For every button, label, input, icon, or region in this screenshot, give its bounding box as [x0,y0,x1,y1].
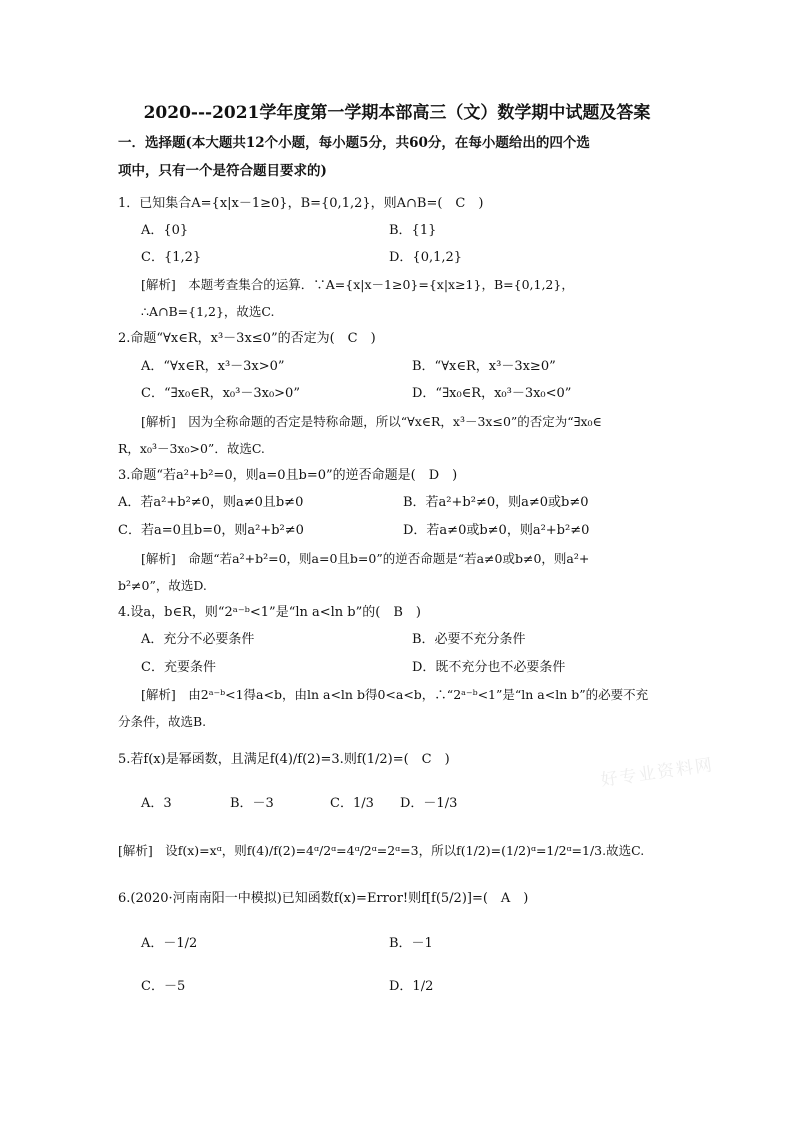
q4-stem: 4.设a，b∈R，则“2ᵃ⁻ᵇ<1”是“ln a<ln b”的( B ) [118,605,421,620]
q6-option-d: D．1/2 [389,979,434,994]
q2-stem: 2.命题“∀x∈R，x³－3x≤0”的否定为( C ) [118,331,376,346]
q2-analysis-line2: R，x₀³－3x₀>0”．故选C. [118,441,265,456]
q3-analysis-line1: [解析] 命题“若a²+b²=0，则a=0且b=0”的逆否命题是“若a≠0或b≠0，则a²+ [141,551,590,566]
q1-analysis-line2: ∴A∩B={1,2}，故选C. [141,304,275,319]
q4-option-b: B．必要不充分条件 [412,632,526,647]
q4-option-a: A．充分不必要条件 [141,632,255,647]
q5-analysis: [解析] 设f(x)=xᵅ，则f(4)/f(2)=4ᵅ/2ᵅ=4ᵅ/2ᵅ=2ᵅ=3，所以f(1/2)=(1/2)ᵅ=1/2ᵅ=1/3.故选C. [118,843,645,858]
q1-option-c: C．{1,2} [141,250,202,265]
q1-option-a: A．{0} [141,223,189,238]
q5-option-b: B．－3 [230,796,274,811]
q2-option-b: B．“∀x∈R，x³－3x≥0” [412,359,556,374]
q2-option-c: C．“∃x₀∈R，x₀³－3x₀>0” [141,386,300,401]
q2-option-a: A．“∀x∈R，x³－3x>0” [141,359,285,374]
q1-stem: 1．已知集合A={x|x－1≥0}，B={0,1,2}，则A∩B=( C ) [118,196,484,211]
section-heading-line1: 一．选择题(本大题共12个小题，每小题5分，共60分，在每小题给出的四个选 [118,135,590,151]
q6-stem: 6.(2020·河南南阳一中模拟)已知函数f(x)=Error!则f[f(5/2)]=( A ) [118,891,529,906]
q3-analysis-line2: b²≠0”，故选D. [118,578,207,593]
q4-option-d: D．既不充分也不必要条件 [412,660,566,675]
q4-option-c: C．充要条件 [141,660,216,675]
q4-analysis-line1: [解析] 由2ᵃ⁻ᵇ<1得a<b，由ln a<ln b得0<a<b，∴“2ᵃ⁻ᵇ<1”是“ln a<ln b”的必要不充 [141,687,649,702]
q3-option-b: B．若a²+b²≠0，则a≠0或b≠0 [403,495,589,510]
q6-option-a: A．－1/2 [141,936,198,951]
section-heading-line2: 项中，只有一个是符合题目要求的) [118,163,327,179]
q5-option-c: C．1/3 [330,796,374,811]
q1-option-d: D．{0,1,2} [389,250,463,265]
watermark: 好专业资料网 [599,755,716,791]
q3-option-d: D．若a≠0或b≠0，则a²+b²≠0 [403,523,590,538]
q3-stem: 3.命题“若a²+b²=0，则a=0且b=0”的逆否命题是( D ) [118,468,458,483]
q6-option-c: C．－5 [141,979,186,994]
q5-option-d: D．－1/3 [400,796,458,811]
q5-option-a: A．3 [141,796,172,811]
q2-analysis-line1: [解析] 因为全称命题的否定是特称命题，所以“∀x∈R，x³－3x≤0”的否定为“∃x₀∈ [141,414,602,429]
q1-analysis-line1: [解析] 本题考查集合的运算．∵A={x|x－1≥0}={x|x≥1}，B={0,1,2}， [141,277,574,292]
q1-option-b: B．{1} [389,223,437,238]
q2-option-d: D．“∃x₀∈R，x₀³－3x₀<0” [412,386,572,401]
page-title: 2020---2021学年度第一学期本部高三（文）数学期中试题及答案 [143,103,651,123]
q3-option-c: C．若a=0且b=0，则a²+b²≠0 [118,523,304,538]
q6-option-b: B．－1 [389,936,433,951]
q5-stem: 5.若f(x)是幂函数，且满足f(4)/f(2)=3.则f(1/2)=( C ) [118,752,450,767]
q4-analysis-line2: 分条件，故选B. [118,714,207,729]
q3-option-a: A．若a²+b²≠0，则a≠0且b≠0 [118,495,304,510]
